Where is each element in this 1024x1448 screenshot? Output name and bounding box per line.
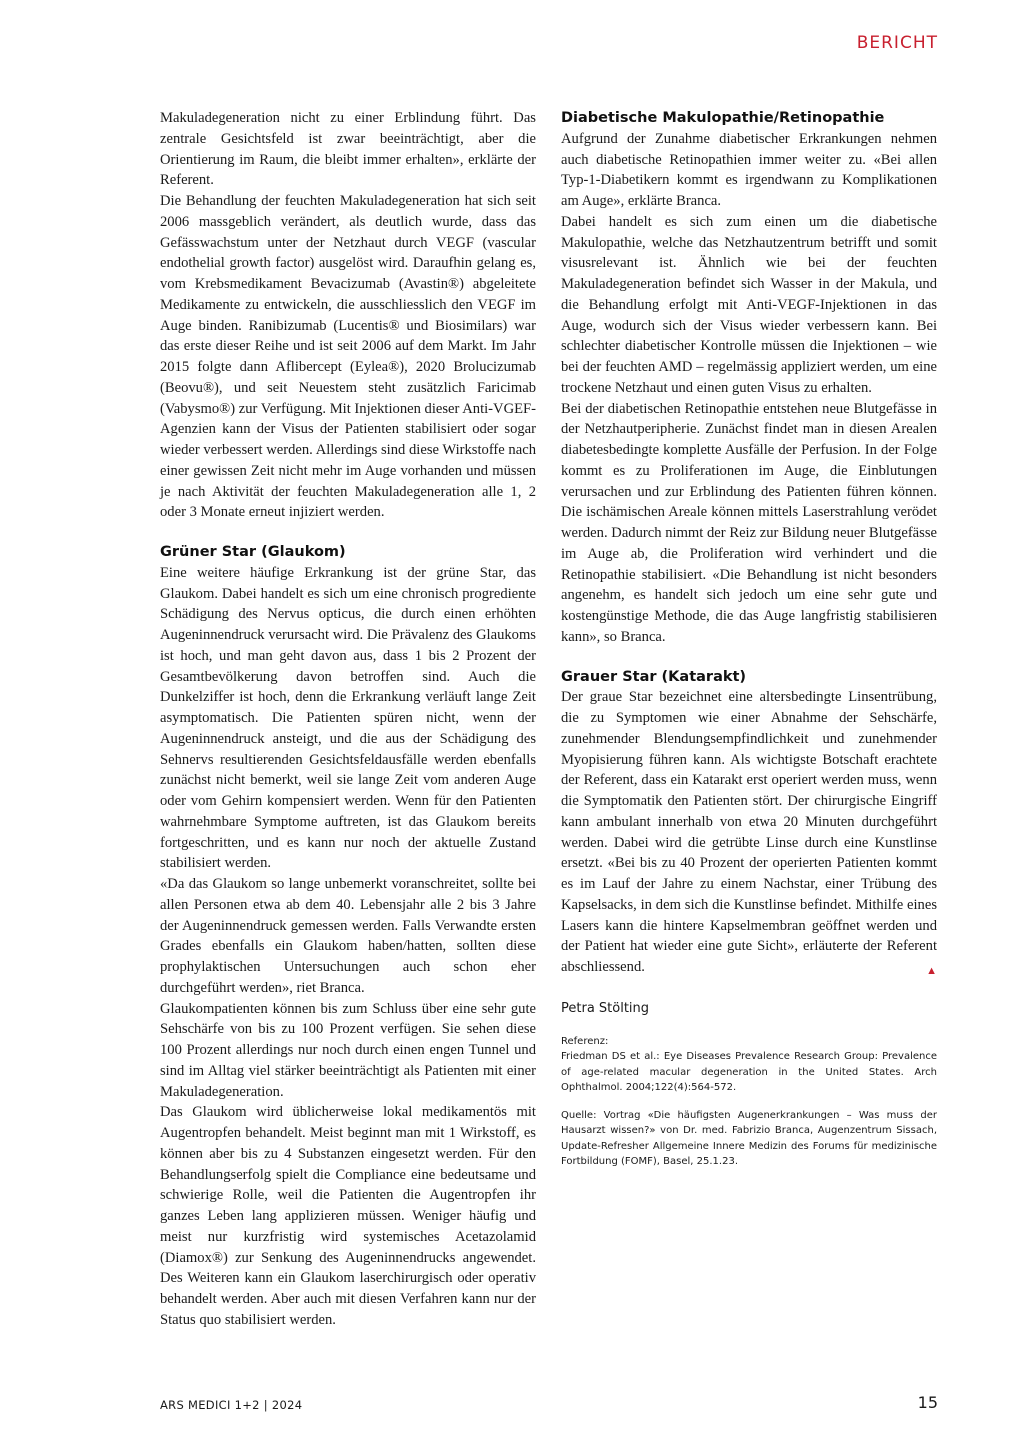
paragraph: Eine weitere häufige Erkrankung ist der grüne Star, das Glaukom. Dabei handelt es sich um eine chronisch progrediente Schädigung des Nervus opticus, die durch einen erhöhten Augeninnendruck verursacht wird. Die Prävalenz des Glaukoms ist hoch, und man geht davon aus, dass 1 bis 2 Prozent der Gesamtbevölkerung davon betroffen sind. Auch die Dunkelziffer ist hoch, denn die Erkrankung verläuft lange Zeit asymptomatisch. Die Patienten spüren nicht, wenn der Augeninnendruck ansteigt, und die aus der Schädigung des Sehnervs resultierenden Gesichtsfeldausfälle werden ebenfalls zunächst nicht bemerkt, weil sie lange Zeit vom anderen Auge oder vom Gehirn kompensiert werden. Wenn für den Patienten wahrnehmbare Symptome auftreten, ist das Glaukom bereits fortgeschritten, und es kann nur noch der aktuelle Zustand stabilisiert werden. <box>160 564 536 872</box>
section-heading-katarakt: Grauer Star (Katarakt) <box>561 668 747 685</box>
paragraph: Dabei handelt es sich zum einen um die diabetische Makulopathie, welche das Netzhautzentrum betrifft und somit visusrelevant ist. Ähnlich wie bei der feuchten Makuladegeneration befindet sich Wasser in der Makula, und die Behandlung erfolgt mit Anti-VEGF-Injektionen in das Auge, wodurch sich der Visus wieder verbessern kann. Bei schlechter diabetischer Kontrolle müssen die Injektionen – wie bei der feuchten AMD – regelmässig appliziert werden, um eine trockene Netzhaut und einen guten Visus zu erhalten. <box>561 213 937 396</box>
author: Petra Stölting <box>561 1000 650 1016</box>
paragraph <box>561 687 937 978</box>
paragraph: Glaukompatienten können bis zum Schluss über eine sehr gute Sehschärfe von bis zu 100 Prozent verfügen. Sie sehen diese 100 Prozent allerdings nur noch durch einen engen Tunnel und sind im Alltag viel stärker beeinträchtigt als Patienten mit einer Makuladegeneration. <box>160 1000 536 1100</box>
publication-footer: ARS MEDICI 1+2 | 2024 <box>160 1398 303 1412</box>
paragraph: Aufgrund der Zunahme diabetischer Erkrankungen nehmen auch diabetische Retinopathien immer weiter zu. «Bei allen Typ-1-Diabetikern kommt es irgendwann zu Komplikationen am Auge», erklärte Branca. <box>561 130 937 209</box>
left-column <box>160 108 536 1331</box>
references <box>561 1034 937 1170</box>
paragraph: Makuladegeneration nicht zu einer Erblindung führt. Das zentrale Gesichtsfeld ist zwar beeinträchtigt, aber die Orientierung im Raum, die bleibt immer erhalten», erklärte der Referent. <box>160 110 536 189</box>
paragraph-text: Der graue Star bezeichnet eine altersbedingte Linsentrübung, die zu Symptomen wie einer Abnahme der Sehschärfe, zunehmender Blendungsempfindlichkeit und zunehmender Myopisierung führen kann. Als wichtigste Botschaft erachtete der Referent, dass ein Katarakt erst operiert werden muss, wenn die Symptomatik den Patienten stört. Der chirurgische Eingriff kann ambulant innerhalb von etwa 20 Minuten durchgeführt werden. Dabei wird die getrübte Linse durch eine Kunstlinse ersetzt. «Bei bis zu 40 Prozent der operierten Patienten kommt es im Lauf der Jahre zu einem Nachstar, einer Trübung des Kapselsacks, in dem sich die Kunstlinse befindet. Mithilfe eines Lasers kann die hintere Kapselmembran geöffnet werden und der Patient hat wieder eine gute Sicht», erläuterte der Referent abschliessend. <box>561 689 937 975</box>
section-label: BERICHT <box>856 33 938 53</box>
source-note: Quelle: Vortrag «Die häufigsten Augenerkrankungen – Was muss der Hausarzt wissen?» von Dr. med. Fabrizio Branca, Augenzentrum Sissach, Update-Refresher Allgemeine Innere Medizin des Forums für medizinische Fortbildung (FOMF), Basel, 25.1.23. <box>561 1109 937 1168</box>
page-number: 15 <box>917 1393 938 1412</box>
paragraph: Das Glaukom wird üblicherweise lokal medikamentös mit Augentropfen behandelt. Meist beginnt man mit 1 Wirkstoff, es können aber bis zu 4 Substanzen eingesetzt werden. Für den Behandlungserfolg spielt die Compliance eine bedeutsame und schwierige Rolle, weil die Patienten die Augentropfen ihr ganzes Leben lang applizieren müssen. Weniger häufig und meist nur kurzfristig wird systemisches Acetazolamid (Diamox®) zur Senkung des Augeninnendrucks angewendet. Des Weiteren kann ein Glaukom laserchirurgisch oder operativ behandelt werden. Aber auch mit diesen Verfahren kann nur der Status quo stabilisiert werden. <box>160 1104 536 1328</box>
section-heading-diabetes: Diabetische Makulopathie/Retinopathie <box>561 110 885 126</box>
paragraph: Bei der diabetischen Retinopathie entstehen neue Blutgefässe in der Netzhautperipherie. Zunächst findet man in diesen Arealen diabetesbedingte komplette Ausfälle der Perfusion. In der Folge kommt es zu Proliferationen im Auge, die Einblutungen verursachen und zur Erblindung des Patienten führen können. Die ischämischen Areale können mittels Laserstrahlung verödet werden. Dadurch nimmt der Reiz zur Bildung neuer Blutgefässe im Auge ab, die Proliferation wird verhindert und die Retinopathie stabilisiert. «Die Behandlung ist nicht besonders angenehm, es handelt sich jedoch um eine sehr gute und kostengünstige Methode, die das Auge langfristig stabilisieren kann», so Branca. <box>561 400 937 645</box>
reference-text: Friedman DS et al.: Eye Diseases Prevalence Research Group: Prevalence of age-related macular degeneration in the United States. Arch Ophthalmol. 2004;122(4):564-572. <box>561 1051 937 1094</box>
right-column <box>561 108 937 1170</box>
paragraph: «Da das Glaukom so lange unbemerkt voranschreitet, sollte bei allen Personen etwa ab dem 40. Lebensjahr alle 2 bis 3 Jahre der Augeninnendruck gemessen werden. Falls Verwandte ersten Grades ebenfalls ein Glaukom haben/hatten, sollten diese prophylaktischen Untersuchungen auch schon eher durchgeführt werden», riet Branca. <box>160 876 536 996</box>
section-heading-glaukom: Grüner Star (Glaukom) <box>160 544 346 560</box>
paragraph: Die Behandlung der feuchten Makuladegeneration hat sich seit 2006 massgeblich verändert, als deutlich wurde, dass das Gefässwachstum unter der Netzhaut durch VEGF (vascular endothelial growth factor) ausgelöst wird. Daraufhin gelang es, vom Krebsmedikament Bevacizumab (Avastin®) abgeleitete Medikamente zu entwickeln, die ausschliesslich den VEGF im Auge binden. Ranibizumab (Lucentis® und Biosimilars) war das erste dieser Reihe und ist seit 2006 auf dem Markt. Im Jahr 2015 folgte dann Aflibercept (Eylea®), 2020 Brolucizumab (Beovu®), und seit Neuestem steht zusätzlich Faricimab (Vabysmo®) zur Verfügung. Mit Injektionen dieser Anti-VGEF-Agenzien kann der Visus der Patienten stabilisiert oder sogar wieder verbessert werden. Allerdings sind diese Wirkstoffe nach einer gewissen Zeit nicht mehr im Auge vorhanden und müssen je nach Aktivität der feuchten Makuladegeneration alle 1, 2 oder 3 Monate erneut injiziert werden. <box>160 193 537 521</box>
reference-label: Referenz: <box>561 1035 609 1047</box>
end-mark-icon: ▲ <box>926 965 937 977</box>
